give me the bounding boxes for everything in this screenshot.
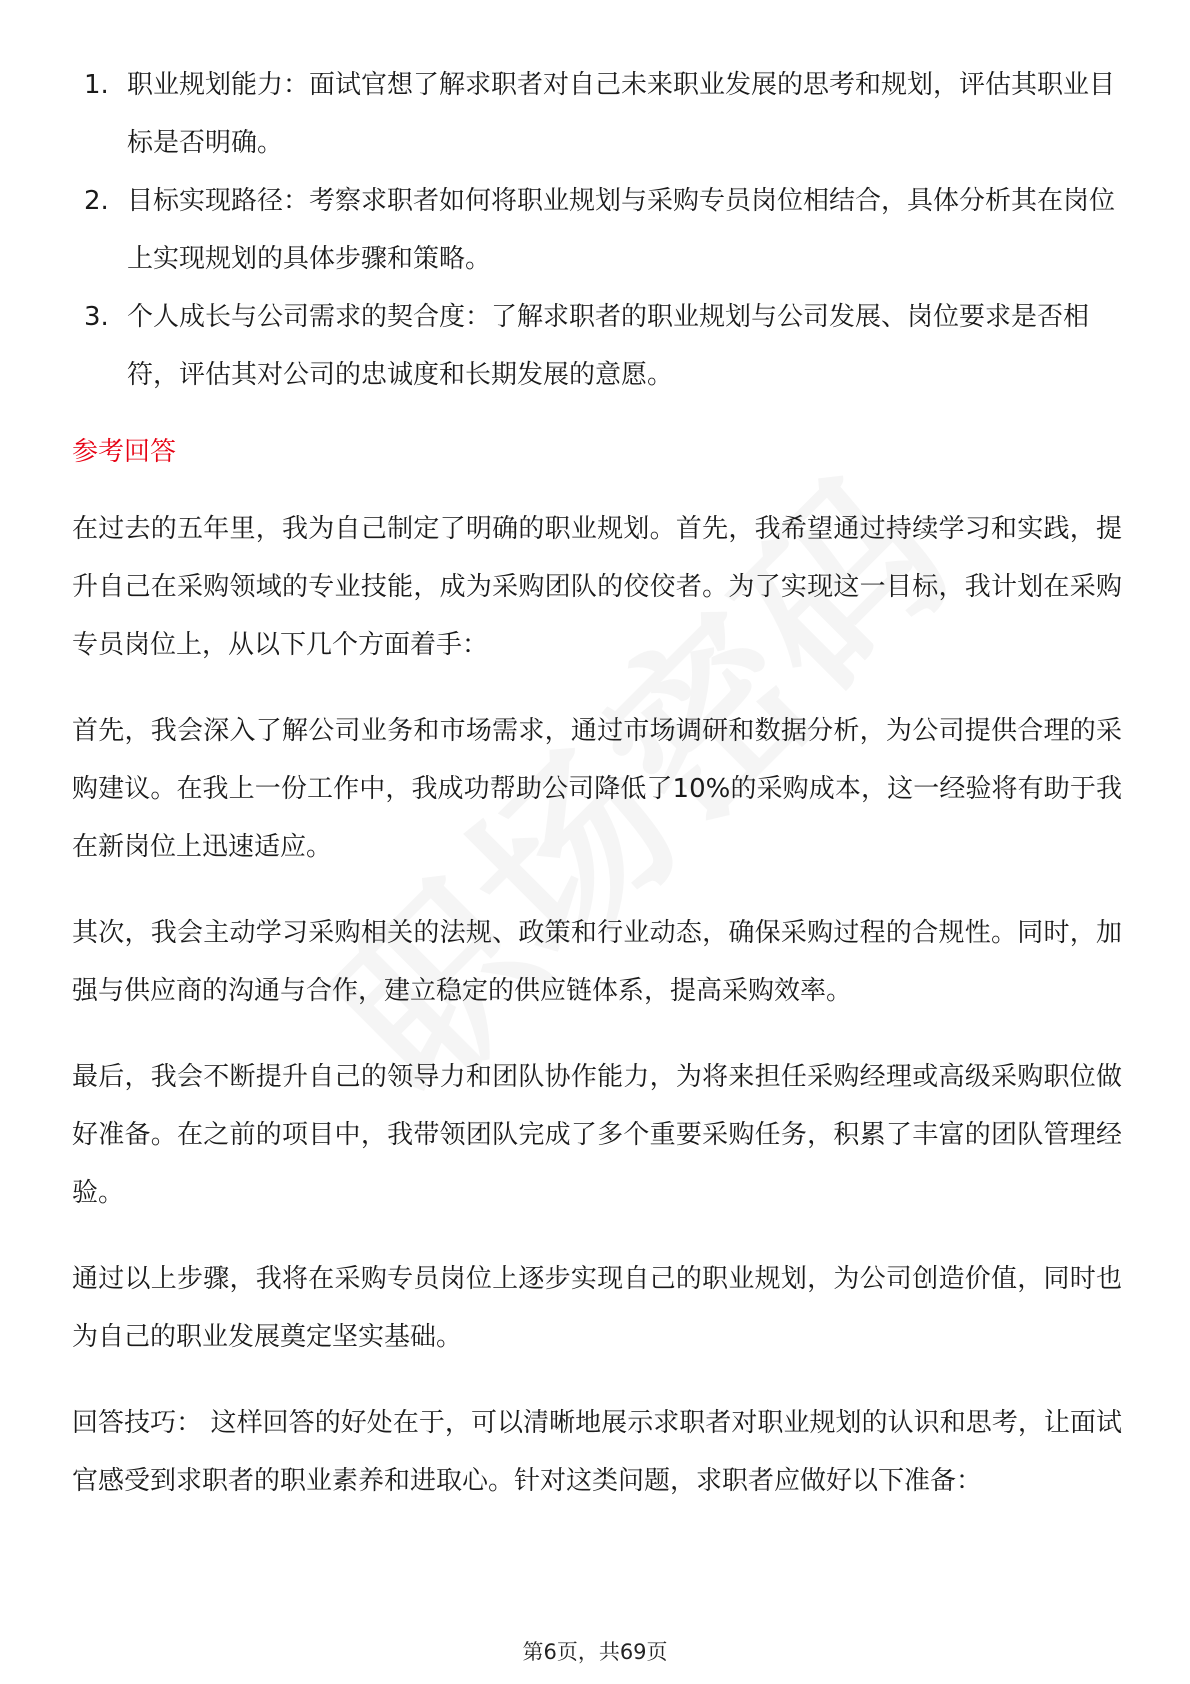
list-item-number: 2. [84,186,109,216]
document-page [72,56,1122,1538]
list-item [72,172,1122,288]
paragraph: 回答技巧： 这样回答的好处在于，可以清晰地展示求职者对职业规划的认识和思考，让面试官感受到求职者的职业素养和进取心。针对这类问题，求职者应做好以下准备： [72,1408,1122,1496]
list-item-text: 职业规划能力：面试官想了解求职者对自己未来职业发展的思考和规划，评估其职业目标是否明确。 [127,70,1116,158]
list-item [72,288,1122,404]
paragraph: 在过去的五年里，我为自己制定了明确的职业规划。首先，我希望通过持续学习和实践，提升自己在采购领域的专业技能，成为采购团队的佼佼者。为了实现这一目标，我计划在采购专员岗位上，从以下几个方面着手： [72,514,1122,660]
paragraph: 最后，我会不断提升自己的领导力和团队协作能力，为将来担任采购经理或高级采购职位做好准备。在之前的项目中，我带领团队完成了多个重要采购任务，积累了丰富的团队管理经验。 [72,1062,1122,1208]
paragraph: 通过以上步骤，我将在采购专员岗位上逐步实现自己的职业规划，为公司创造价值，同时也为自己的职业发展奠定坚实基础。 [72,1264,1122,1352]
list-item-number: 3. [84,302,109,332]
assessment-points-list [72,56,1122,404]
list-item [72,56,1122,172]
list-item-number: 1. [84,70,109,100]
paragraph: 首先，我会深入了解公司业务和市场需求，通过市场调研和数据分析，为公司提供合理的采购建议。在我上一份工作中，我成功帮助公司降低了10%的采购成本，这一经验将有助于我在新岗位上迅速适应。 [72,716,1122,862]
paragraph: 其次，我会主动学习采购相关的法规、政策和行业动态，确保采购过程的合规性。同时，加强与供应商的沟通与合作，建立稳定的供应链体系，提高采购效率。 [72,918,1122,1006]
list-item-text: 个人成长与公司需求的契合度：了解求职者的职业规划与公司发展、岗位要求是否相符，评估其对公司的忠诚度和长期发展的意愿。 [127,302,1090,390]
list-item-text: 目标实现路径：考察求职者如何将职业规划与采购专员岗位相结合，具体分析其在岗位上实现规划的具体步骤和策略。 [127,186,1116,274]
section-heading: 参考回答 [72,437,177,467]
page-footer: 第6页，共69页 [522,1640,668,1664]
